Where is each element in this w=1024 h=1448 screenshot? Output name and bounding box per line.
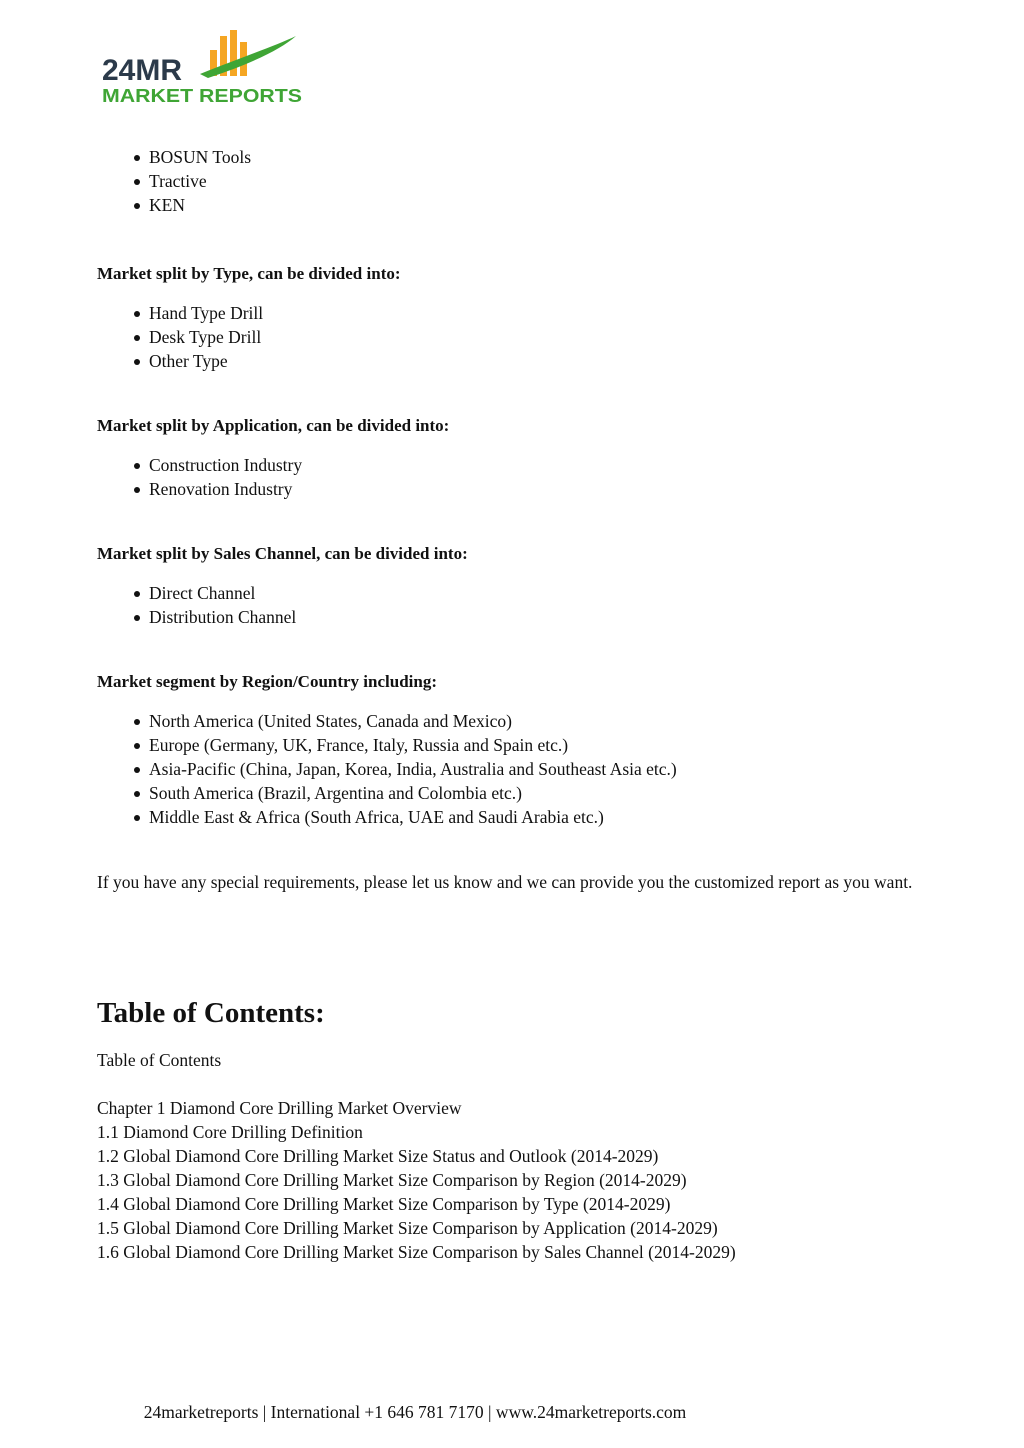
region-list — [97, 709, 927, 829]
list-item: Renovation Industry — [149, 477, 927, 501]
toc-subheading: Table of Contents — [97, 1050, 222, 1070]
list-item: Desk Type Drill — [149, 325, 927, 349]
toc-line: 1.4 Global Diamond Core Drilling Market Size Comparison by Type (2014-2029) — [97, 1194, 671, 1214]
application-heading: Market split by Application, can be divided into: — [97, 416, 450, 435]
sales-channel-heading: Market split by Sales Channel, can be divided into: — [97, 544, 468, 563]
list-item: Europe (Germany, UK, France, Italy, Russia and Spain etc.) — [149, 733, 927, 757]
type-list — [97, 301, 927, 373]
toc-line: 1.1 Diamond Core Drilling Definition — [97, 1122, 363, 1142]
toc-list — [97, 1096, 927, 1264]
region-heading: Market segment by Region/Country including: — [97, 672, 437, 691]
list-item: South America (Brazil, Argentina and Colombia etc.) — [149, 781, 927, 805]
logo-mark: 24MR — [102, 54, 183, 87]
application-list — [97, 453, 927, 501]
special-requirements-text: If you have any special requirements, please let us know and we can provide you the customized report as you want. — [97, 872, 913, 892]
document-body — [97, 145, 927, 1264]
list-item: Hand Type Drill — [149, 301, 927, 325]
page-footer: 24marketreports | International +1 646 781 7170 | www.24marketreports.com — [143, 1402, 687, 1422]
logo-name: MARKET REPORTS — [102, 85, 302, 106]
toc-line: 1.6 Global Diamond Core Drilling Market Size Comparison by Sales Channel (2014-2029) — [97, 1242, 736, 1262]
toc-line: 1.3 Global Diamond Core Drilling Market Size Comparison by Region (2014-2029) — [97, 1170, 687, 1190]
company-list — [97, 145, 927, 217]
list-item: Other Type — [149, 349, 927, 373]
list-item: Direct Channel — [149, 581, 927, 605]
list-item: Middle East & Africa (South Africa, UAE and Saudi Arabia etc.) — [149, 805, 927, 829]
list-item: Tractive — [149, 169, 927, 193]
list-item: Construction Industry — [149, 453, 927, 477]
list-item: North America (United States, Canada and Mexico) — [149, 709, 927, 733]
toc-line: 1.5 Global Diamond Core Drilling Market Size Comparison by Application (2014-2029) — [97, 1218, 718, 1238]
toc-line: Chapter 1 Diamond Core Drilling Market Overview — [97, 1098, 462, 1118]
sales-channel-list — [97, 581, 927, 629]
type-heading: Market split by Type, can be divided into: — [97, 264, 401, 283]
toc-line: 1.2 Global Diamond Core Drilling Market Size Status and Outlook (2014-2029) — [97, 1146, 659, 1166]
list-item: KEN — [149, 193, 927, 217]
list-item: Asia-Pacific (China, Japan, Korea, India, Australia and Southeast Asia etc.) — [149, 757, 927, 781]
toc-heading: Table of Contents: — [97, 997, 325, 1029]
list-item: Distribution Channel — [149, 605, 927, 629]
list-item: BOSUN Tools — [149, 145, 927, 169]
company-logo — [100, 28, 310, 108]
